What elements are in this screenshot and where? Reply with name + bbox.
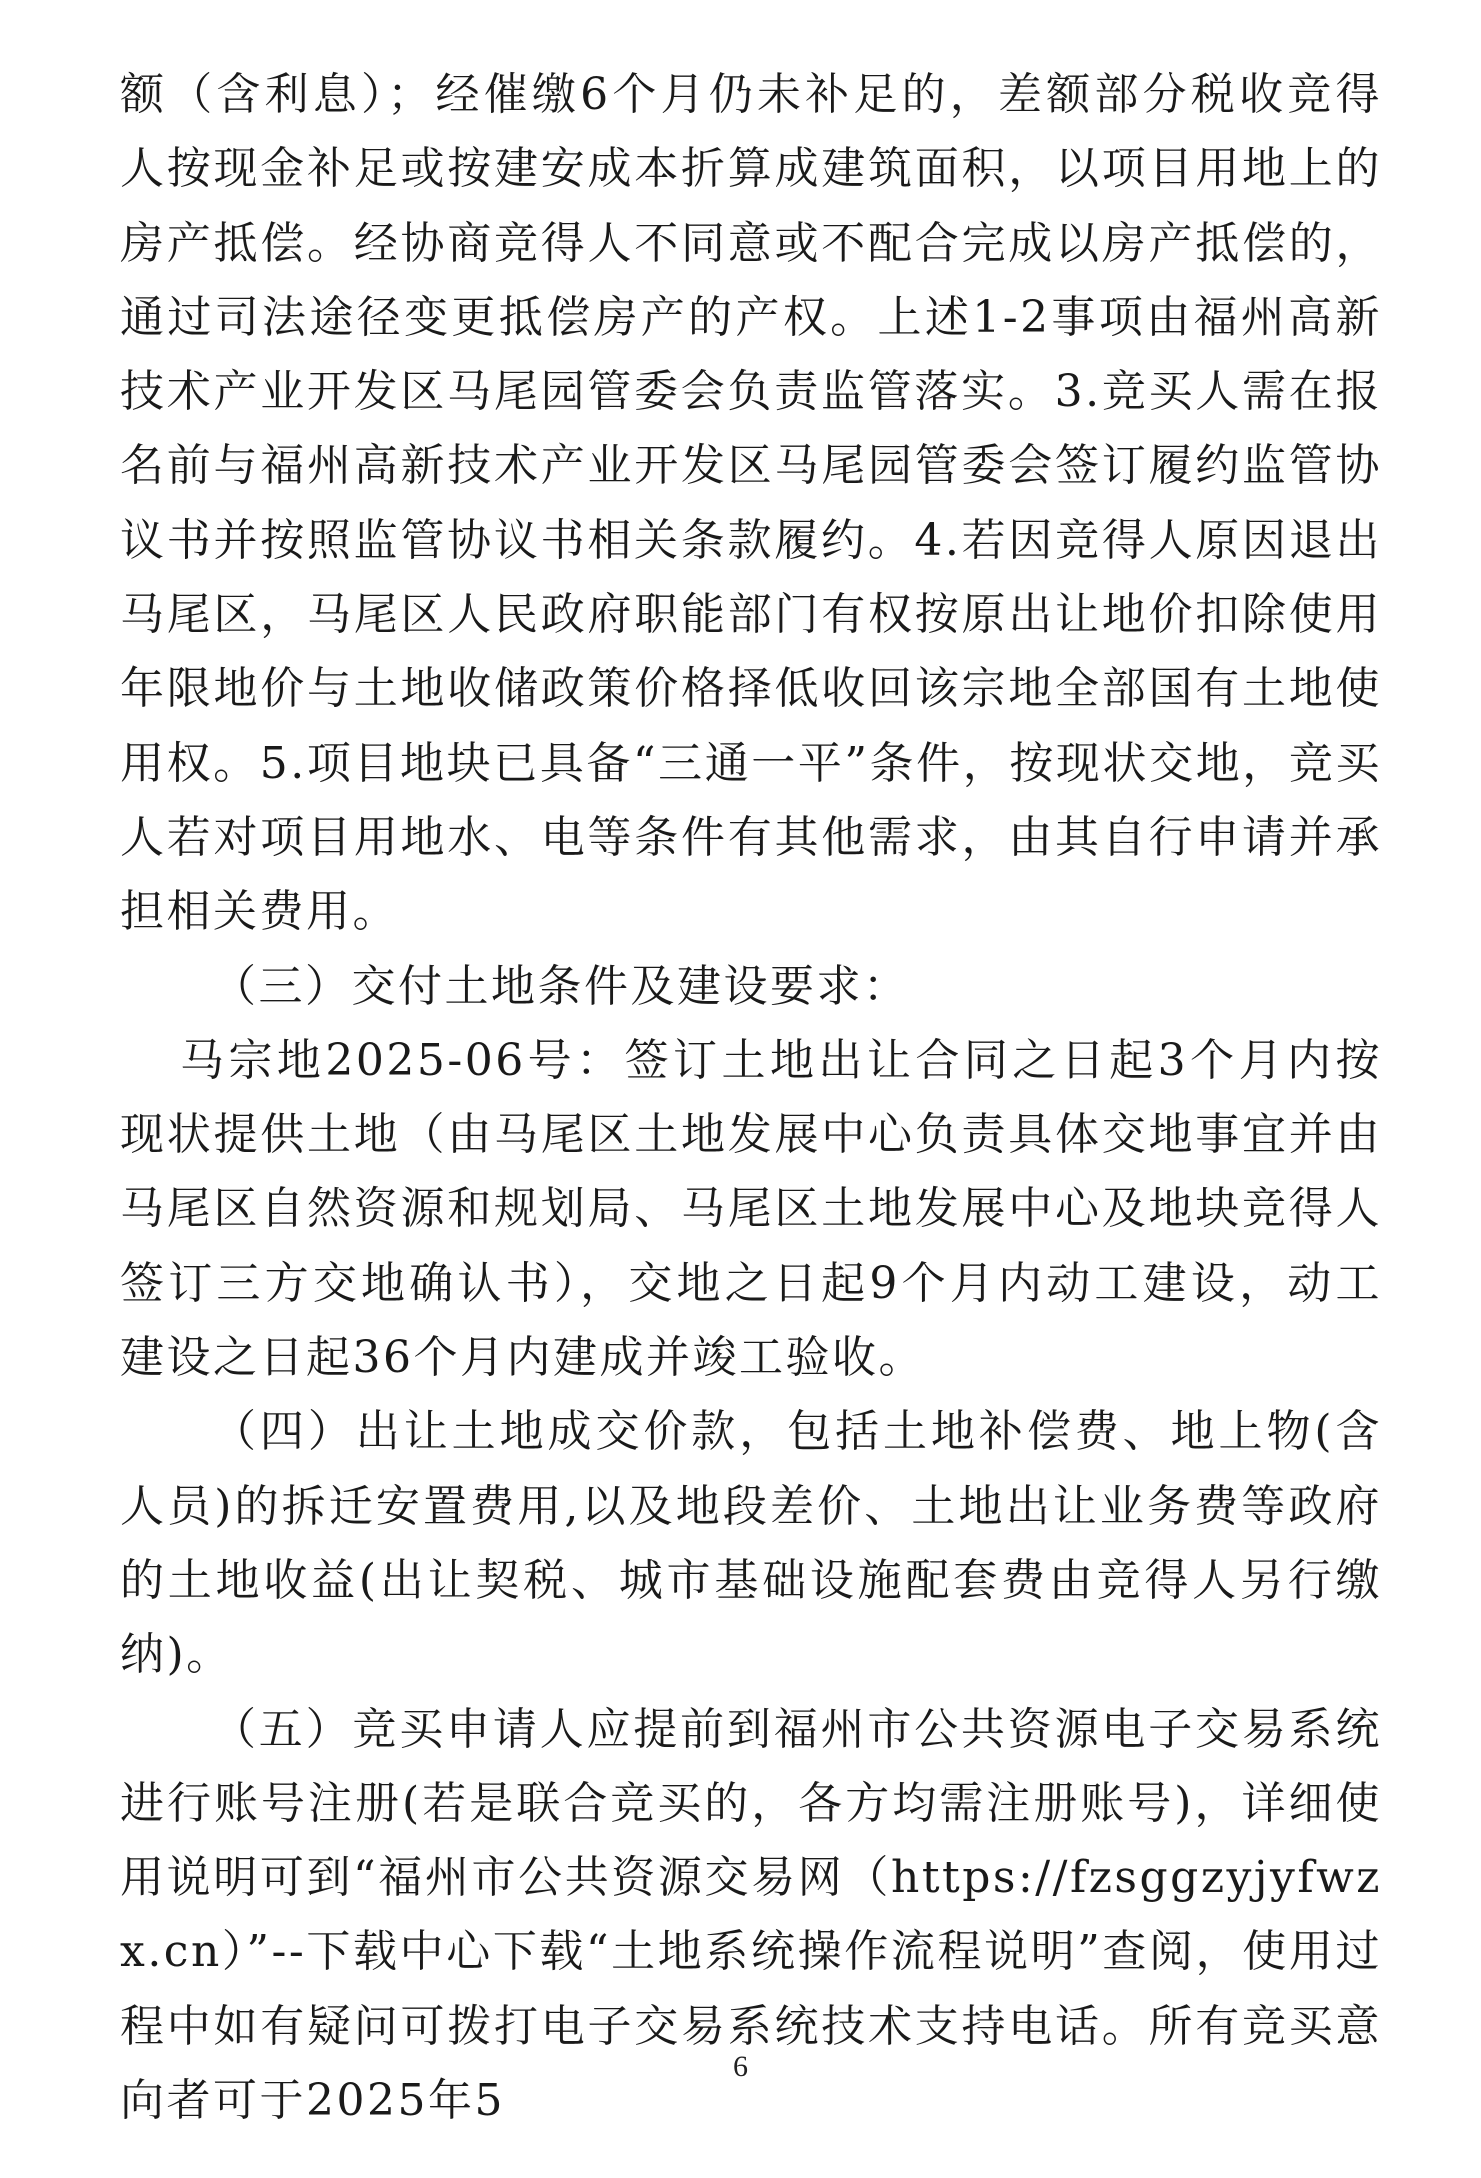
page-number: 6 xyxy=(733,2050,748,2083)
paragraph-section-four: （四）出让土地成交价款，包括土地补偿费、地上物(含人员)的拆迁安置费用,以及地段差价、土地出让业务费等政府的土地收益(出让契税、城市基础设施配套费由竞得人另行缴纳)。 xyxy=(120,1406,1382,1681)
paragraph-section-five: （五）竞买申请人应提前到福州市公共资源电子交易系统进行账号注册(若是联合竞买的，各方均需注册账号)，详细使用说明可到“福州市公共资源交易网（https://fzsggzyjyfwzx.cn）”--下载中心下载“土地系统操作流程说明”查阅，使用过程中如有疑问可拨打电子交易系统技术支持电话。所有竞买意向者可于2025年5 xyxy=(120,1703,1382,2127)
section-heading-three: （三）交付土地条件及建设要求： xyxy=(212,960,910,1012)
document-body xyxy=(120,58,1382,2138)
paragraph-parcel-requirements: 马宗地2025-06号：签订土地出让合同之日起3个月内按现状提供土地（由马尾区土地发展中心负责具体交地事宜并由马尾区自然资源和规划局、马尾区土地发展中心及地块竞得人签订三方交地确认书），交地之日起9个月内动工建设，动工建设之日起36个月内建成并竣工验收。 xyxy=(120,1034,1382,1384)
paragraph-continuation: 额（含利息）；经催缴6个月仍未补足的，差额部分税收竞得人按现金补足或按建安成本折算成建筑面积，以项目用地上的房产抵偿。经协商竞得人不同意或不配合完成以房产抵偿的，通过司法途径变更抵偿房产的产权。上述1-2事项由福州高新技术产业开发区马尾园管委会负责监管落实。3.竞买人需在报名前与福州高新技术产业开发区马尾园管委会签订履约监管协议书并按照监管协议书相关条款履约。4.若因竞得人原因退出马尾区，马尾区人民政府职能部门有权按原出让地价扣除使用年限地价与土地收储政策价格择低收回该宗地全部国有土地使用权。5.项目地块已具备“三通一平”条件，按现状交地，竞买人若对项目用地水、电等条件有其他需求，由其自行申请并承担相关费用。 xyxy=(120,69,1382,938)
